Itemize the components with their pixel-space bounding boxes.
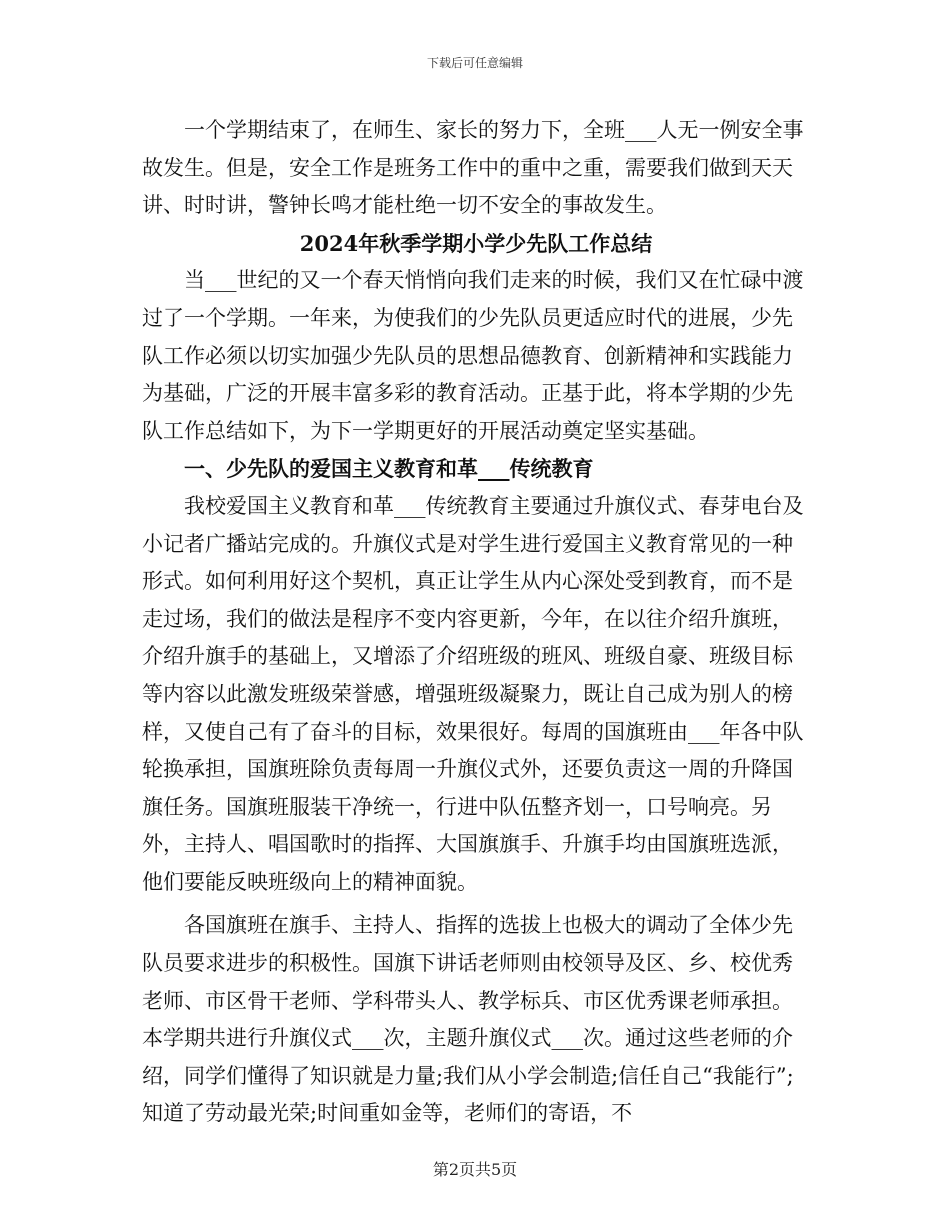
paragraph-intro: 当___世纪的又一个春天悄悄向我们走来的时候，我们又在忙碌中渡过了一个学期。一年来，为使我们的少先队员更适应时代的进展，少先队工作必须以切实加强少先队员的思想品德教育、创新精神和实践能力为基础，广泛的开展丰富多彩的教育活动。正基于此，将本学期的少先队工作总结如下，为下一学期更好的开展活动奠定坚实基础。 bbox=[142, 268, 804, 443]
document-body bbox=[142, 112, 810, 1133]
section-heading-1: 一、少先队的爱国主义教育和革___传统教育 bbox=[184, 456, 594, 482]
paragraph-safety-summary: 一个学期结束了，在师生、家长的努力下，全班___人无一例安全事故发生。但是，安全工作是班务工作中的重中之重，需要我们做到天天讲、时时讲，警钟长鸣才能杜绝一切不安全的事故发生。 bbox=[142, 118, 804, 218]
header-note: 下载后可任意编辑 bbox=[426, 56, 523, 70]
paragraph-flag-ceremony: 我校爱国主义教育和革___传统教育主要通过升旗仪式、春芽电台及小记者广播站完成的。升旗仪式是对学生进行爱国主义教育常见的一种形式。如何利用好这个契机，真正让学生从内心深处受到教育，而不是走过场，我们的做法是程序不变内容更新，今年，在以往介绍升旗班，介绍升旗手的基础上，又增添了介绍班级的班风、班级自豪、班级目标等内容以此激发班级荣誉感，增强班级凝聚力，既让自己成为别人的榜样，又使自己有了奋斗的目标，效果很好。每周的国旗班由___年各中队轮换承担，国旗班除负责每周一升旗仪式外，还要负责这一周的升降国旗任务。国旗班服装干净统一，行进中队伍整齐划一，口号响亮。另外，主持人、唱国歌时的指挥、大国旗旗手、升旗手均由国旗班选派，他们要能反映班级向上的精神面貌。 bbox=[142, 493, 804, 894]
page-number: 第2页共5页 bbox=[432, 1160, 518, 1179]
paragraph-flag-class: 各国旗班在旗手、主持人、指挥的选拔上也极大的调动了全体少先队员要求进步的积极性。国旗下讲话老师则由校领导及区、乡、校优秀老师、市区骨干老师、学科带头人、教学标兵、市区优秀课老师承担。本学期共进行升旗仪式___次，主题升旗仪式___次。通过这些老师的介绍，同学们懂得了知识就是力量;我们从小学会制造;信任自己“我能行”;知道了劳动最光荣;时间重如金等，老师们的寄语，不 bbox=[142, 913, 794, 1126]
document-title: 2024年秋季学期小学少先队工作总结 bbox=[299, 230, 653, 256]
